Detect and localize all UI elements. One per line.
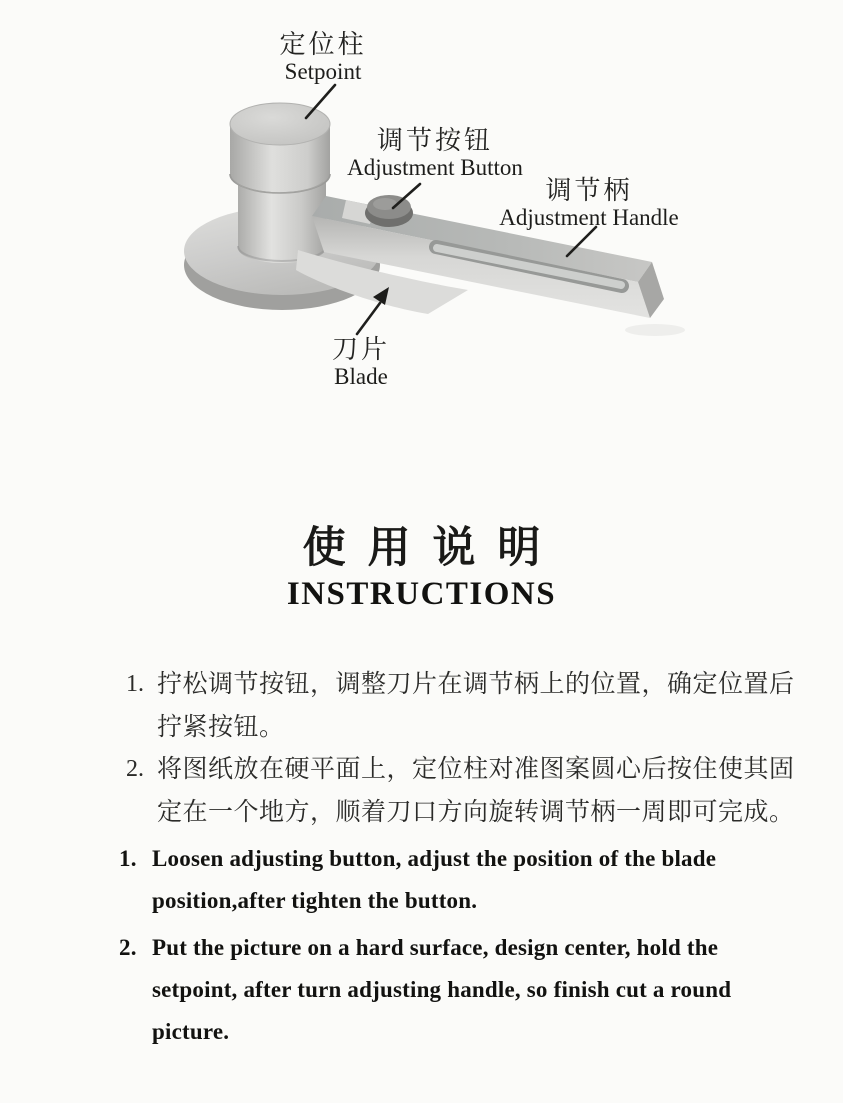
label-adjustment-button xyxy=(347,126,523,180)
adjustment-button-knob xyxy=(365,195,413,227)
setpoint-post xyxy=(230,103,330,263)
adjustment-button-label-zh: 调节按钮 xyxy=(376,126,494,155)
instructions-heading xyxy=(0,522,843,612)
instruction-zh-2 xyxy=(126,748,795,834)
adjustment-button-label-en: Adjustment Button xyxy=(347,155,523,180)
setpoint-label-en: Setpoint xyxy=(284,59,362,84)
instruction-line: Put the picture on a hard surface, design center, hold the xyxy=(152,935,719,960)
instruction-line: 将图纸放在硬平面上，定位柱对准图案圆心后按住使其固 xyxy=(157,755,795,783)
instruction-line: position,after tighten the button. xyxy=(152,888,478,913)
instruction-en-2 xyxy=(119,927,732,1053)
item-number: 2. xyxy=(126,756,144,782)
label-adjustment-handle xyxy=(499,176,679,230)
blade-label-zh: 刀片 xyxy=(331,335,391,364)
product-figure xyxy=(0,0,843,430)
blade-label-en: Blade xyxy=(334,364,388,389)
adjustment-handle-label-zh: 调节柄 xyxy=(545,176,633,205)
setpoint-label-zh: 定位柱 xyxy=(279,30,367,59)
item-number: 1. xyxy=(126,671,144,697)
heading-zh: 使 用 说 明 xyxy=(302,524,546,572)
item-number: 2. xyxy=(119,935,137,960)
label-blade xyxy=(332,335,390,389)
label-setpoint xyxy=(279,30,366,84)
instruction-line: setpoint, after turn adjusting handle, so finish cut a round xyxy=(152,977,732,1002)
instruction-line: Loosen adjusting button, adjust the position of the blade xyxy=(152,846,717,871)
instruction-line: 拧松调节按钮，调整刀片在调节柄上的位置，确定位置后 xyxy=(157,670,795,698)
instruction-zh-1 xyxy=(126,663,795,749)
pointer-line-blade xyxy=(357,303,380,334)
heading-en: INSTRUCTIONS xyxy=(286,576,557,612)
adjustment-handle-label-en: Adjustment Handle xyxy=(499,205,679,230)
instruction-line: 拧紧按钮。 xyxy=(157,713,285,741)
circle-cutter-illustration xyxy=(0,0,843,430)
instruction-line: picture. xyxy=(152,1019,230,1044)
instruction-en-1 xyxy=(119,838,717,922)
item-number: 1. xyxy=(119,846,137,871)
instruction-line: 定在一个地方，顺着刀口方向旋转调节柄一周即可完成。 xyxy=(157,798,795,826)
